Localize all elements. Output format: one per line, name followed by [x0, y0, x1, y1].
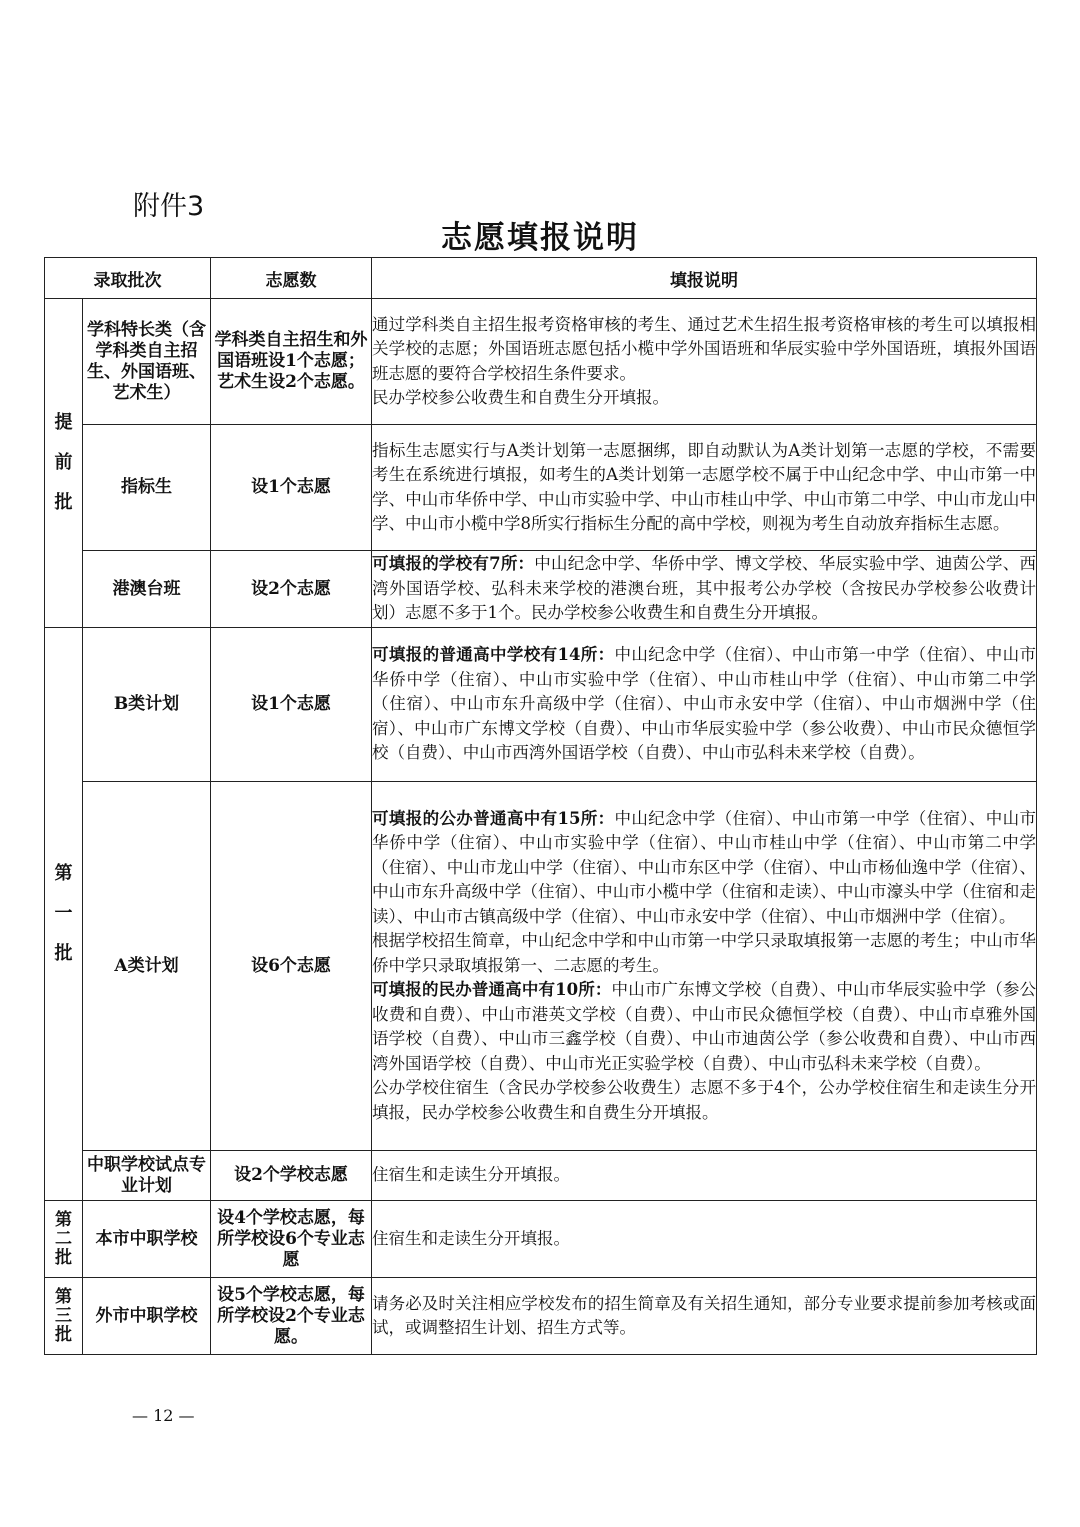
batch-label: 第三批 [55, 1286, 72, 1345]
desc-cell [372, 1278, 1037, 1355]
category-cell: 港澳台班 [83, 551, 211, 628]
table-row [45, 628, 1037, 782]
page-title: 志愿填报说明 [441, 220, 639, 256]
desc-cell [372, 628, 1037, 782]
table-row [45, 551, 1037, 628]
desc-paragraph: 公办学校住宿生（含民办学校参公收费生）志愿不多于4个，公办学校住宿生和走读生分开填报，民办学校参公收费生和自费生分开填报。 [372, 1078, 1036, 1122]
desc-paragraph: 通过学科类自主招生报考资格审核的考生、通过艺术生招生报考资格审核的考生可以填报相关学校的志愿；外国语班志愿包括小榄中学外国语班和华辰实验中学外国语班，填报外国语班志愿的要符合学校招生条件要求。 [372, 314, 1036, 383]
category-cell: 学科特长类（含学科类自主招生、外国语班、艺术生） [83, 299, 211, 425]
count-cell: 设5个学校志愿，每所学校设2个专业志愿。 [211, 1278, 372, 1355]
desc-paragraph: 住宿生和走读生分开填报。 [372, 1165, 570, 1185]
batch-label: 提前批 [54, 412, 73, 513]
batch-early [45, 299, 83, 628]
category-cell: A类计划 [83, 782, 211, 1151]
table-row [45, 782, 1037, 1151]
count-cell: 设4个学校志愿，每所学校设6个专业志愿 [211, 1201, 372, 1278]
page-number: — 12 — [132, 1406, 195, 1425]
volunteer-table [44, 257, 1037, 1355]
category-cell: 指标生 [83, 425, 211, 551]
batch-second [45, 1201, 83, 1278]
desc-cell [372, 425, 1037, 551]
count-cell: 学科类自主招生和外国语班设1个志愿；艺术生设2个志愿。 [211, 299, 372, 425]
desc-paragraph: 可填报的民办普通高中有10所：中山市广东博文学校（自费）、中山市华辰实验中学（参公收费和自费）、中山市港英文学校（自费）、中山市民众德恒学校（自费）、中山市卓雅外国语学校（自费）、中山市三鑫学校（自费）、中山市迪茵公学（参公收费和自费）、中山市西湾外国语学校（自费）、中山市光正实验学校（自费）、中山市弘科未来学校（自费）。 [372, 980, 1037, 1073]
category-cell: 外市中职学校 [83, 1278, 211, 1355]
count-cell: 设2个志愿 [211, 551, 372, 628]
desc-paragraph: 可填报的学校有7所：中山纪念中学、华侨中学、博文学校、华辰实验中学、迪茵公学、西湾外国语学校、弘科未来学校的港澳台班，其中报考公办学校（含按民办学校参公收费计划）志愿不多于1个。民办学校参公收费生和自费生分开填报。 [372, 554, 1037, 623]
desc-paragraph: 可填报的公办普通高中有15所：中山纪念中学（住宿）、中山市第一中学（住宿）、中山市华侨中学（住宿）、中山市实验中学（住宿）、中山市桂山中学（住宿）、中山市第二中学（住宿）、中山市龙山中学（住宿）、中山市东区中学（住宿）、中山市杨仙逸中学（住宿）、中山市东升高级中学（住宿）、中山市小榄中学（住宿和走读）、中山市濠头中学（住宿和走读）、中山市古镇高级中学（住宿）、中山市永安中学（住宿）、中山市烟洲中学（住宿）。 [372, 808, 1036, 926]
header-batch: 录取批次 [45, 258, 211, 299]
header-count: 志愿数 [211, 258, 372, 299]
desc-paragraph: 请务必及时关注相应学校发布的招生简章及有关招生通知，部分专业要求提前参加考核或面试，或调整招生计划、招生方式等。 [372, 1293, 1036, 1337]
desc-paragraph: 指标生志愿实行与A类计划第一志愿捆绑，即自动默认为A类计划第一志愿的学校，不需要考生在系统进行填报，如考生的A类计划第一志愿学校不属于中山纪念中学、中山市第一中学、中山市华侨中学、中山市实验中学、中山市桂山中学、中山市第二中学、中山市龙山中学、中山市小榄中学8所实行指标生分配的高中学校，则视为考生自动放弃指标生志愿。 [372, 440, 1036, 533]
category-cell: B类计划 [83, 628, 211, 782]
category-cell: 本市中职学校 [83, 1201, 211, 1278]
batch-first [45, 628, 83, 1201]
header-desc: 填报说明 [372, 258, 1037, 299]
desc-cell [372, 299, 1037, 425]
table-header-row [45, 258, 1037, 299]
desc-paragraph: 可填报的普通高中学校有14所：中山纪念中学（住宿）、中山市第一中学（住宿）、中山市华侨中学（住宿）、中山市实验中学（住宿）、中山市桂山中学（住宿）、中山市第二中学（住宿）、中山市东升高级中学（住宿）、中山市永安中学（住宿）、中山市烟洲中学（住宿）、中山市广东博文学校（自费）、中山市华辰实验中学（参公收费）、中山市民众德恒学校（自费）、中山市西湾外国语学校（自费）、中山市弘科未来学校（自费）。 [372, 645, 1036, 763]
table-row [45, 425, 1037, 551]
desc-paragraph: 根据学校招生简章，中山纪念中学和中山市第一中学只录取填报第一志愿的考生；中山市华侨中学只录取填报第一、二志愿的考生。 [372, 931, 1036, 975]
count-cell: 设2个学校志愿 [211, 1151, 372, 1201]
desc-cell [372, 782, 1037, 1151]
desc-cell [372, 1151, 1037, 1201]
category-cell: 中职学校试点专业计划 [83, 1151, 211, 1201]
batch-label: 第一批 [54, 863, 73, 964]
desc-cell [372, 1201, 1037, 1278]
table-row [45, 1151, 1037, 1201]
table-row [45, 1278, 1037, 1355]
desc-paragraph: 民办学校参公收费生和自费生分开填报。 [372, 388, 669, 407]
desc-cell [372, 551, 1037, 628]
desc-paragraph: 住宿生和走读生分开填报。 [372, 1228, 570, 1248]
table-row [45, 1201, 1037, 1278]
batch-third [45, 1278, 83, 1355]
count-cell: 设6个志愿 [211, 782, 372, 1151]
count-cell: 设1个志愿 [211, 425, 372, 551]
count-cell: 设1个志愿 [211, 628, 372, 782]
table-row [45, 299, 1037, 425]
attachment-label: 附件3 [133, 191, 205, 222]
batch-label: 第二批 [55, 1209, 72, 1268]
